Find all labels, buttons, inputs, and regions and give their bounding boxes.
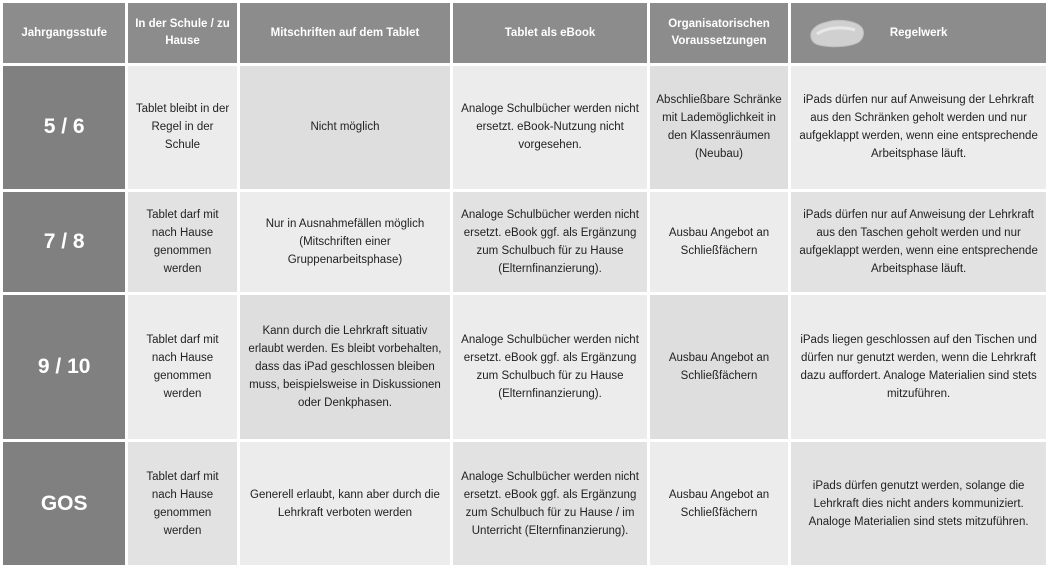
location-cell: Tablet darf mit nach Hause genommen werden	[128, 442, 236, 565]
header-row	[3, 3, 1046, 63]
stone-decoration-icon	[807, 16, 867, 50]
notes-cell: Generell erlaubt, kann aber durch die Lehrkraft verboten werden	[240, 442, 451, 565]
header-stage: Jahrgangsstufe	[3, 3, 125, 63]
stage-cell: GOS	[3, 442, 125, 565]
header-rules-label: Regelwerk	[889, 26, 948, 39]
stage-cell: 7 / 8	[3, 192, 125, 292]
location-cell: Tablet darf mit nach Hause genommen werden	[128, 192, 236, 292]
location-cell: Tablet bleibt in der Regel in der Schule	[128, 66, 236, 189]
notes-cell: Nicht möglich	[240, 66, 451, 189]
header-rules-wrap	[797, 25, 1040, 42]
org-cell: Abschließbare Schränke mit Lademöglichkeit in den Klassenräumen (Neubau)	[650, 66, 788, 189]
location-cell: Tablet darf mit nach Hause genommen werden	[128, 295, 236, 440]
ebook-cell: Analoge Schulbücher werden nicht ersetzt. eBook-Nutzung nicht vorgesehen.	[453, 66, 647, 189]
header-notes: Mitschriften auf dem Tablet	[240, 3, 451, 63]
table-row	[3, 66, 1046, 189]
header-rules	[791, 3, 1046, 63]
table-row	[3, 442, 1046, 565]
rules-cell: iPads dürfen nur auf Anweisung der Lehrkraft aus den Taschen geholt werden und nur aufgeklappt werden, wenn eine entsprechende Arbeitsphase läuft.	[791, 192, 1046, 292]
rules-cell: iPads dürfen genutzt werden, solange die Lehrkraft dies nicht anders kommuniziert. Analoge Materialien sind stets mitzuführen.	[791, 442, 1046, 565]
org-cell: Ausbau Angebot an Schließfächern	[650, 442, 788, 565]
header-ebook: Tablet als eBook	[453, 3, 647, 63]
header-location: In der Schule / zu Hause	[128, 3, 236, 63]
ebook-cell: Analoge Schulbücher werden nicht ersetzt. eBook ggf. als Ergänzung zum Schulbuch für zu Hause (Elternfinanzierung).	[453, 192, 647, 292]
ebook-cell: Analoge Schulbücher werden nicht ersetzt. eBook ggf. als Ergänzung zum Schulbuch für zu Hause (Elternfinanzierung).	[453, 295, 647, 440]
org-cell: Ausbau Angebot an Schließfächern	[650, 192, 788, 292]
header-org: Organisatorischen Voraussetzungen	[650, 3, 788, 63]
org-cell: Ausbau Angebot an Schließfächern	[650, 295, 788, 440]
ebook-cell: Analoge Schulbücher werden nicht ersetzt. eBook ggf. als Ergänzung zum Schulbuch für zu Hause / im Unterricht (Elternfinanzierung).	[453, 442, 647, 565]
notes-cell: Nur in Ausnahmefällen möglich (Mitschriften einer Gruppenarbeitsphase)	[240, 192, 451, 292]
rules-cell: iPads liegen geschlossen auf den Tischen und dürfen nur genutzt werden, wenn die Lehrkraft dazu auffordert. Analoge Materialien sind stets mitzuführen.	[791, 295, 1046, 440]
table-row	[3, 192, 1046, 292]
stage-cell: 5 / 6	[3, 66, 125, 189]
notes-cell: Kann durch die Lehrkraft situativ erlaubt werden. Es bleibt vorbehalten, dass das iPad geschlossen bleiben muss, beispielsweise in Diskussionen oder Denkphasen.	[240, 295, 451, 440]
table-row	[3, 295, 1046, 440]
rules-cell: iPads dürfen nur auf Anweisung der Lehrkraft aus den Schränken geholt werden und nur aufgeklappt werden, wenn eine entsprechende Arbeitsphase läuft.	[791, 66, 1046, 189]
stage-cell: 9 / 10	[3, 295, 125, 440]
